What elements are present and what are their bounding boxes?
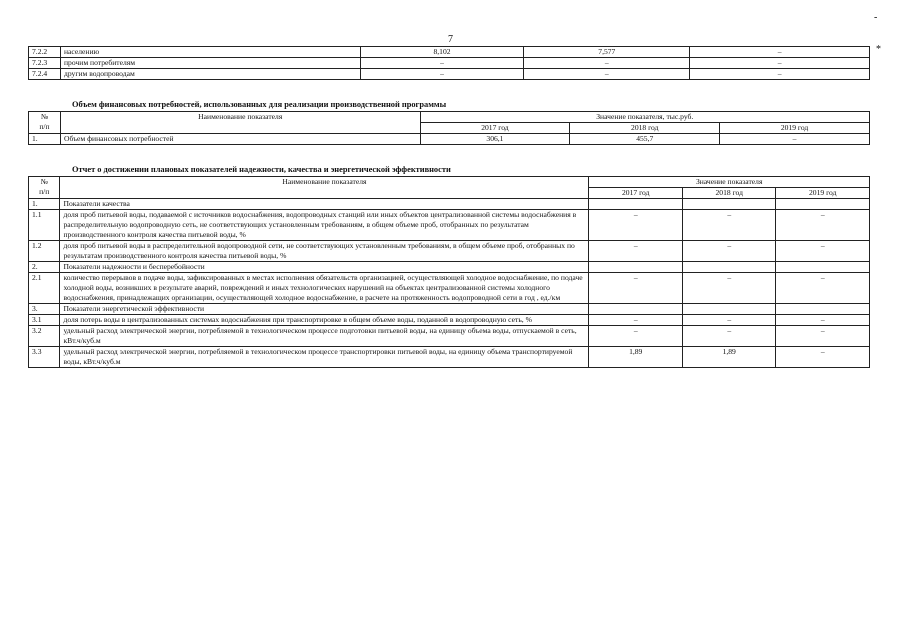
value-2019: –	[690, 69, 870, 80]
table-row	[29, 47, 870, 58]
table-row	[29, 210, 870, 241]
row-num: 3.2	[29, 326, 60, 347]
value-2017	[589, 199, 683, 210]
value-2017: –	[360, 58, 524, 69]
value-2019: –	[776, 326, 870, 347]
corner-mark: -	[874, 12, 878, 23]
value-2019	[776, 199, 870, 210]
value-2018: –	[524, 69, 690, 80]
row-name: Показатели качества	[60, 199, 589, 210]
year-header: 2018 год	[682, 188, 776, 199]
value-2018: 1,89	[682, 347, 776, 368]
table-row	[29, 58, 870, 69]
value-2018	[682, 199, 776, 210]
value-2017: –	[360, 69, 524, 80]
table-row	[29, 273, 870, 304]
value-2017: –	[589, 210, 683, 241]
year-header: 2017 год	[420, 123, 570, 134]
table-row	[29, 69, 870, 80]
year-header: 2019 год	[720, 123, 870, 134]
row-num: 1.	[29, 199, 60, 210]
row-name: доля проб питьевой воды в распределительной водопроводной сети, не соответствующих установленным требованиям, в общем объеме проб, отобранных по результатам производственного контроля качества питьевой воды, %	[60, 241, 589, 262]
value-2018	[682, 304, 776, 315]
value-2018	[682, 262, 776, 273]
value-2019: –	[776, 273, 870, 304]
col-num-header: № п/п	[29, 112, 61, 134]
row-name: другим водопроводам	[60, 69, 360, 80]
value-2018: –	[682, 315, 776, 326]
row-name: Показатели надежности и бесперебойности	[60, 262, 589, 273]
row-num: 3.3	[29, 347, 60, 368]
row-num: 2.1	[29, 273, 60, 304]
value-2017: 306,1	[420, 134, 570, 145]
table-row	[29, 241, 870, 262]
row-name: прочим потребителям	[60, 58, 360, 69]
table-row	[29, 326, 870, 347]
value-2018: –	[524, 58, 690, 69]
report-title: Отчет о достижении плановых показателей надежности, качества и энергетической эффективности	[72, 165, 451, 174]
value-2019: –	[720, 134, 870, 145]
row-num: 1.1	[29, 210, 60, 241]
row-num: 7.2.4	[29, 69, 61, 80]
row-num: 3.	[29, 304, 60, 315]
value-2017: –	[589, 315, 683, 326]
value-2017: –	[589, 326, 683, 347]
year-header: 2019 год	[776, 188, 870, 199]
value-2018: –	[682, 210, 776, 241]
value-2018: 455,7	[570, 134, 720, 145]
value-2018: –	[682, 326, 776, 347]
row-num: 3.1	[29, 315, 60, 326]
row-num: 7.2.3	[29, 58, 61, 69]
value-2019: –	[690, 58, 870, 69]
col-name-header: Наименование показателя	[60, 112, 420, 134]
row-num: 2.	[29, 262, 60, 273]
col-value-header: Значение показателя	[589, 177, 870, 188]
col-value-header: Значение показателя, тыс.руб.	[420, 112, 869, 123]
row-name: населению	[60, 47, 360, 58]
row-name: доля проб питьевой воды, подаваемой с источников водоснабжения, водопроводных станций или иных объектов централизованной системы водоснабжения в распределительную водопроводную сеть, не соответствующих установленным требованиям, в общем объеме проб, отобранных по результатам производственного контроля качества питьевой воды, %	[60, 210, 589, 241]
value-2018: 7,577	[524, 47, 690, 58]
row-name: Показатели энергетической эффективности	[60, 304, 589, 315]
report-table	[28, 176, 870, 368]
value-2017: 8,102	[360, 47, 524, 58]
row-name: удельный расход электрической энергии, потребляемой в технологическом процессе транспортировки питьевой воды, на единицу объема транспортируемой воды, кВт.ч/куб.м	[60, 347, 589, 368]
table-row	[29, 134, 870, 145]
value-2019: –	[776, 347, 870, 368]
year-header: 2018 год	[570, 123, 720, 134]
row-num: 1.	[29, 134, 61, 145]
table-row	[29, 199, 870, 210]
table-row	[29, 304, 870, 315]
value-2019: –	[776, 241, 870, 262]
finance-title: Объем финансовых потребностей, использованных для реализации производственной программы	[72, 100, 447, 109]
row-name: удельный расход электрической энергии, потребляемой в технологическом процессе подготовки питьевой воды, на единицу объема воды, отпускаемой в сеть, кВт.ч/куб.м	[60, 326, 589, 347]
value-2019	[776, 262, 870, 273]
value-2017: –	[589, 241, 683, 262]
top-table	[28, 46, 870, 80]
value-2019: –	[690, 47, 870, 58]
row-num: 7.2.2	[29, 47, 61, 58]
finance-table	[28, 111, 870, 145]
value-2017: –	[589, 273, 683, 304]
row-name: доля потерь воды в централизованных системах водоснабжения при транспортировке в общем объеме воды, поданной в водопроводную сеть, %	[60, 315, 589, 326]
value-2017: 1,89	[589, 347, 683, 368]
value-2017	[589, 304, 683, 315]
page-number: 7	[448, 34, 453, 45]
year-header: 2017 год	[589, 188, 683, 199]
row-num: 1.2	[29, 241, 60, 262]
table-row	[29, 347, 870, 368]
table-row	[29, 262, 870, 273]
table-row	[29, 315, 870, 326]
col-num-header: № п/п	[29, 177, 60, 199]
row-name: количество перерывов в подаче воды, зафиксированных в местах исполнения обязательств организацией, осуществляющей холодное водоснабжение, по подаче холодной воды, возникших в результате аварий, повреждений и иных технологических нарушений на объектах централизованной системы холодного водоснабжения, принадлежащих организации, осуществляющей холодное водоснабжение, в расчете на протяженность водопроводной сети в год , ед./км	[60, 273, 589, 304]
value-2018: –	[682, 273, 776, 304]
col-name-header: Наименование показателя	[60, 177, 589, 199]
value-2019	[776, 304, 870, 315]
corner-mark: *	[876, 44, 881, 55]
value-2019: –	[776, 210, 870, 241]
value-2017	[589, 262, 683, 273]
value-2019: –	[776, 315, 870, 326]
row-name: Объем финансовых потребностей	[60, 134, 420, 145]
value-2018: –	[682, 241, 776, 262]
